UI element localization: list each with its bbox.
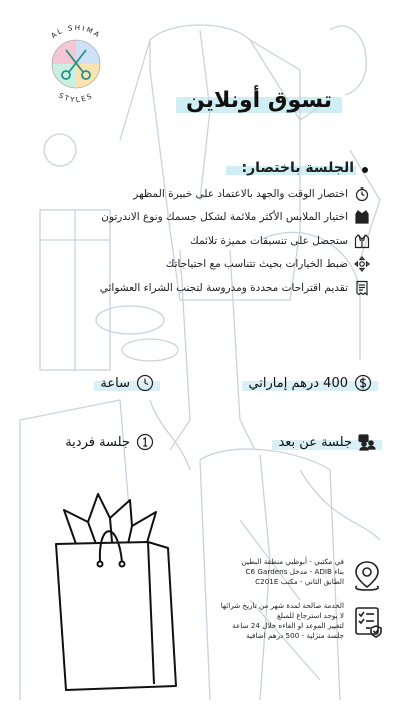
summary-list (30, 182, 370, 300)
checklist-icon (354, 606, 384, 638)
duration-text: ساعة (100, 375, 130, 391)
list-item-text: ضبط الخيارات بحيث تتناسب مع احتياجاتك (165, 258, 348, 271)
jacket-icon (354, 209, 370, 225)
number-one-icon (136, 433, 154, 451)
session-type (65, 433, 154, 451)
list-item (30, 182, 370, 206)
suit-icon (354, 233, 370, 249)
location-details (204, 557, 344, 587)
brand-name-bottom: STYLES (57, 91, 95, 105)
list-item-text: اختصار الوقت والجهد بالاعتماد على خبيرة المظهر (133, 187, 348, 200)
mode-text: جلسة عن بعد (278, 434, 352, 450)
session-mode (278, 433, 376, 451)
adjust-arrows-icon (354, 256, 370, 272)
location-line: في مكتبي - أبوظبي منطقة البطين (241, 557, 344, 566)
terms-line: لا يوجد استرجاع للمبلغ (276, 611, 344, 620)
shopping-bag-illustration (48, 492, 178, 694)
list-item-text: اختيار الملابس الأكثر ملائمة لشكل جسمك ونوع الاندرتون (101, 211, 348, 224)
clock-icon (136, 374, 154, 392)
video-meeting-icon (358, 433, 376, 451)
list-item-text: تقديم اقتراحات محددة ومدروسة لتجنب الشراء العشوائي (99, 281, 348, 294)
brand-logo (32, 20, 120, 108)
receipt-icon (354, 280, 370, 296)
terms-line: الخدمة صالحة لمدة شهر من تاريخ شرائها (220, 601, 344, 610)
list-item (30, 229, 370, 253)
price-text: 400 درهم إماراتي (248, 375, 348, 391)
page-title-text: تسوق أونلاين (185, 88, 332, 113)
session-price (248, 374, 372, 392)
summary-heading-text: الجلسة باختصار: (241, 160, 354, 176)
list-item-text: ستحصل على تنسيقات مميزة تلائمك (190, 234, 348, 247)
location-line: الطابق الثاني - مكتب C201E (255, 577, 344, 586)
brand-name-top: AL SHIMA (49, 23, 103, 41)
type-text: جلسة فردية (65, 434, 130, 450)
list-item (30, 206, 370, 230)
page-title (176, 86, 342, 113)
session-duration (100, 374, 154, 392)
terms-line: جلسة منزلية - 500 درهم اضافية (245, 631, 344, 640)
terms-details (204, 601, 344, 641)
summary-heading (30, 160, 370, 176)
dollar-icon (354, 374, 372, 392)
list-item (30, 276, 370, 300)
location-line: بناء ADIB - مدخل C6 Gardens (245, 567, 344, 576)
terms-line: لتغيير الموعد او الغاءه خلال 24 ساعة (232, 621, 344, 630)
stopwatch-icon (354, 186, 370, 202)
list-item (30, 253, 370, 277)
session-summary (30, 160, 370, 300)
location-pin-icon (352, 560, 382, 592)
